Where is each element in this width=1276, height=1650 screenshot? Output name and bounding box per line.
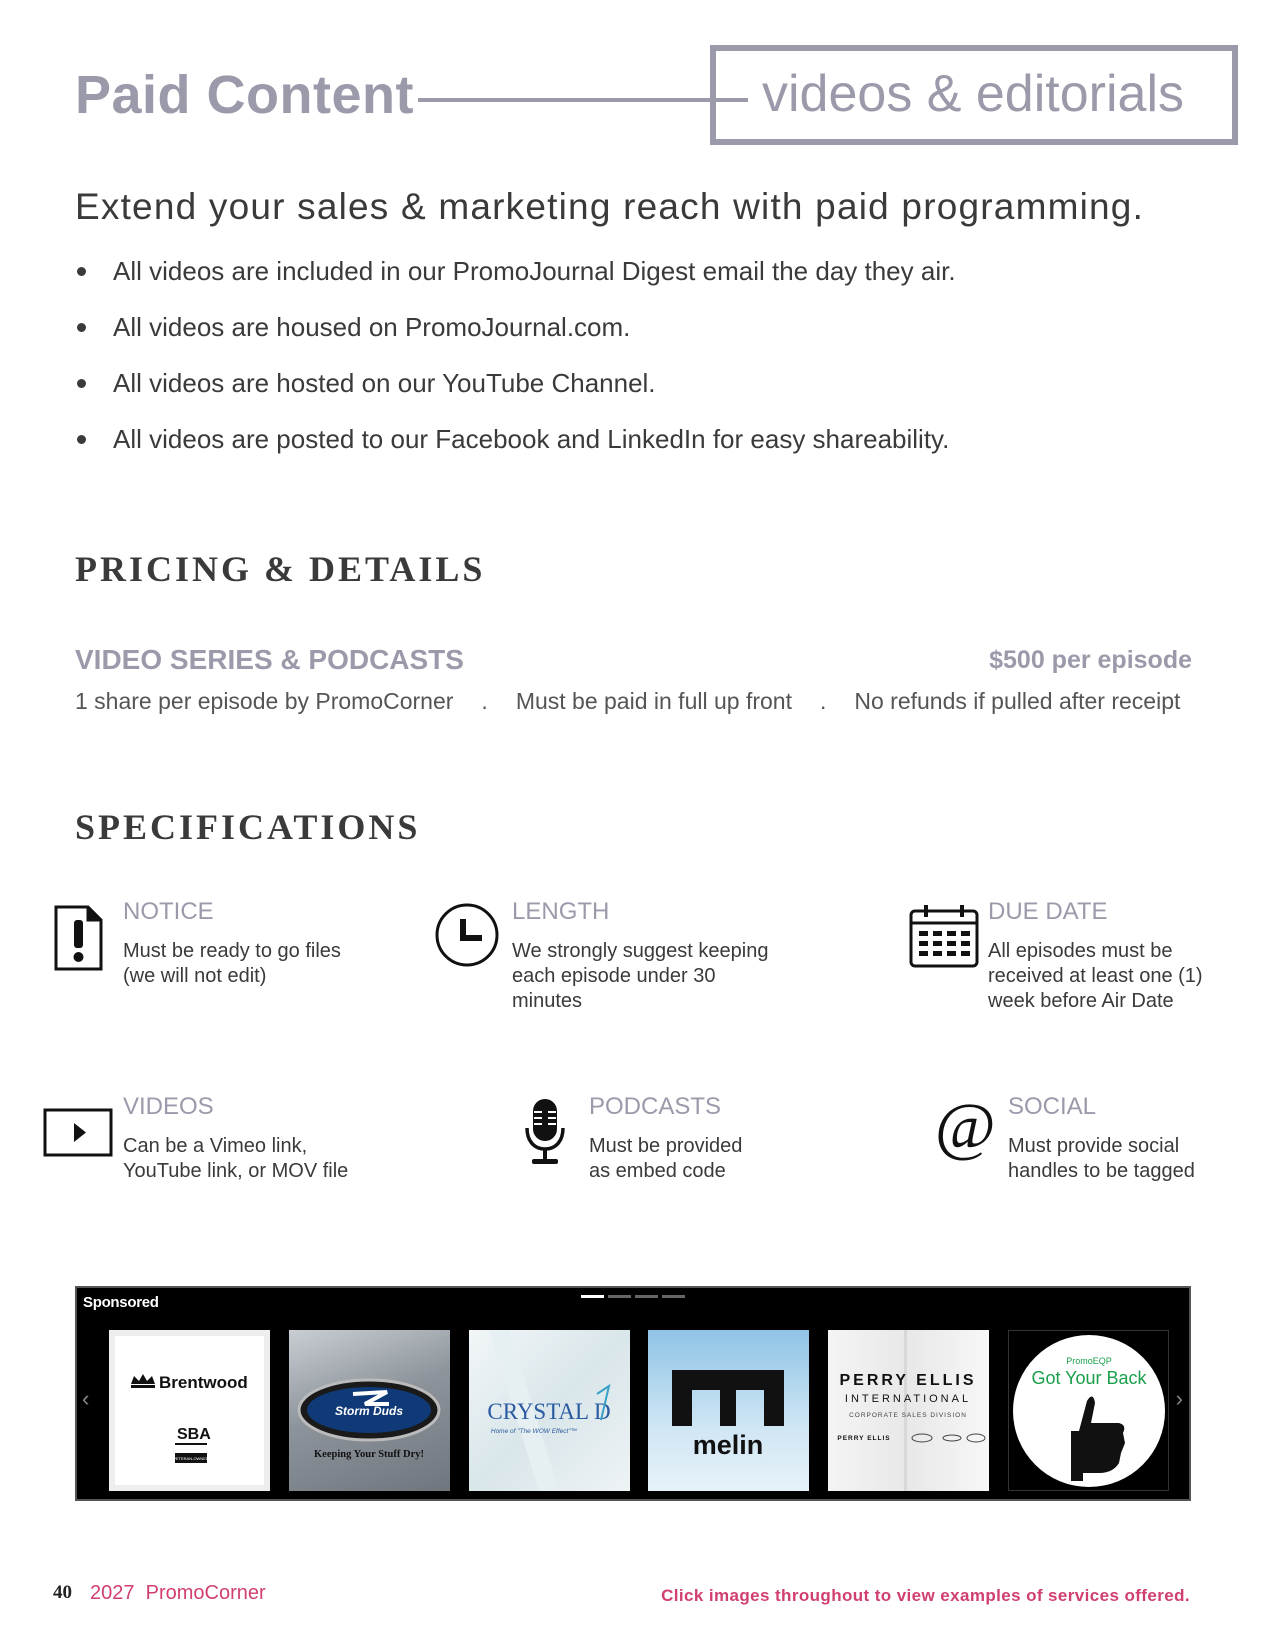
spec-text-notice: Must be ready to go files (we will not edit) bbox=[123, 940, 341, 987]
sponsored-label: Sponsored bbox=[83, 1294, 159, 1311]
footer-note: Click images throughout to view examples of services offered. bbox=[661, 1586, 1190, 1605]
tile-line4: PERRY ELLIS bbox=[837, 1435, 891, 1442]
pricing-heading: PRICING & DETAILS bbox=[75, 549, 486, 589]
spec-title-notice: NOTICE bbox=[123, 898, 214, 925]
title-connector-line bbox=[418, 98, 748, 102]
page-number: 40 bbox=[53, 1582, 72, 1603]
sponsor-tile-perry-ellis[interactable] bbox=[828, 1330, 989, 1491]
intro-lead: Extend your sales & marketing reach with paid programming. bbox=[75, 186, 1145, 227]
melin-logo bbox=[648, 1330, 809, 1491]
at-sign-icon bbox=[932, 1096, 998, 1162]
spec-title-length: LENGTH bbox=[512, 898, 610, 925]
sponsor-tile-melin[interactable] bbox=[648, 1330, 809, 1491]
pricing-separator: . bbox=[819, 688, 827, 714]
spec-text-podcasts: Must be provided as embed code bbox=[589, 1135, 743, 1182]
spec-title-videos: VIDEOS bbox=[123, 1093, 214, 1120]
tile-brand: CRYSTAL D bbox=[487, 1399, 611, 1424]
tile-badge: VETERAN-OWNED bbox=[173, 1456, 209, 1461]
spec-title-due-date: DUE DATE bbox=[988, 898, 1108, 925]
spec-text-due-date: All episodes must be received at least one (1) week before Air Date bbox=[988, 940, 1203, 1012]
tile-sub: SBA bbox=[177, 1426, 211, 1443]
pricing-item-price: $500 per episode bbox=[989, 646, 1192, 674]
pricing-detail: No refunds if pulled after receipt bbox=[854, 688, 1181, 714]
promoeqp-logo bbox=[1009, 1331, 1169, 1491]
carousel-dot[interactable] bbox=[608, 1295, 631, 1298]
carousel-prev-arrow-icon[interactable]: ‹ bbox=[82, 1386, 90, 1411]
sponsor-tile-storm-duds[interactable] bbox=[289, 1330, 450, 1491]
pricing-separator: . bbox=[481, 688, 488, 714]
bullet-item: All videos are housed on PromoJournal.com. bbox=[75, 311, 956, 367]
page-subtitle: videos & editorials bbox=[762, 65, 1184, 123]
carousel-dot[interactable] bbox=[581, 1295, 604, 1298]
tile-brand: Brentwood bbox=[159, 1373, 248, 1392]
bullet-dot bbox=[77, 323, 86, 332]
tile-tagline: Got Your Back bbox=[1031, 1368, 1147, 1388]
tile-tagline: Home of "The WOW Effect"™ bbox=[490, 1428, 578, 1435]
sponsor-tile-crystal-d[interactable] bbox=[469, 1330, 630, 1491]
spec-text-videos: Can be a Vimeo link, YouTube link, or MOV file bbox=[123, 1135, 349, 1182]
brentwood-logo bbox=[115, 1336, 264, 1485]
bullet-item: All videos are posted to our Facebook and LinkedIn for easy shareability. bbox=[75, 423, 956, 479]
bullet-dot bbox=[77, 435, 86, 444]
bullet-dot bbox=[77, 267, 86, 276]
svg-text:@: @ bbox=[934, 1096, 996, 1162]
specifications-heading: SPECIFICATIONS bbox=[75, 807, 421, 847]
bullet-item: All videos are hosted on our YouTube Channel. bbox=[75, 367, 956, 423]
pricing-detail: Must be paid in full up front bbox=[515, 688, 792, 714]
intro-bullets bbox=[75, 255, 956, 479]
crystal-d-logo bbox=[469, 1330, 630, 1491]
sponsor-tile-brentwood[interactable] bbox=[109, 1330, 270, 1491]
bullet-dot bbox=[77, 379, 86, 388]
carousel-dot[interactable] bbox=[635, 1295, 658, 1298]
carousel-dot[interactable] bbox=[662, 1295, 685, 1298]
carousel-pagination[interactable] bbox=[581, 1295, 685, 1298]
clock-icon bbox=[434, 902, 500, 968]
title-connector-tick bbox=[710, 98, 748, 102]
tile-brand: PromoEQP bbox=[1066, 1356, 1112, 1366]
pricing-details bbox=[75, 688, 1180, 715]
footer-brand: 2027 PromoCorner bbox=[90, 1582, 266, 1604]
tile-brand: melin bbox=[692, 1430, 764, 1460]
sponsored-carousel[interactable] bbox=[75, 1286, 1191, 1501]
page-title: Paid Content bbox=[75, 65, 414, 125]
perry-ellis-logo bbox=[828, 1330, 989, 1491]
storm-duds-logo bbox=[289, 1330, 450, 1491]
tile-brand: PERRY ELLIS bbox=[839, 1372, 977, 1389]
tile-brand: Storm Duds bbox=[334, 1404, 404, 1418]
bullet-item: All videos are included in our PromoJournal Digest email the day they air. bbox=[75, 255, 956, 311]
microphone-icon bbox=[524, 1098, 566, 1166]
tile-line3: CORPORATE SALES DIVISION bbox=[849, 1412, 967, 1419]
pricing-item-title: VIDEO SERIES & PODCASTS bbox=[75, 644, 464, 675]
carousel-next-arrow-icon[interactable]: › bbox=[1175, 1386, 1183, 1411]
spec-text-social: Must provide social handles to be tagged bbox=[1008, 1135, 1195, 1182]
notice-file-icon bbox=[54, 905, 104, 971]
tile-tagline: Keeping Your Stuff Dry! bbox=[314, 1449, 424, 1460]
pricing-detail: 1 share per episode by PromoCorner bbox=[75, 688, 454, 714]
spec-title-social: SOCIAL bbox=[1008, 1093, 1097, 1120]
calendar-icon bbox=[909, 904, 979, 968]
play-icon bbox=[43, 1108, 113, 1158]
spec-title-podcasts: PODCASTS bbox=[589, 1093, 722, 1120]
tile-line2: INTERNATIONAL bbox=[844, 1393, 972, 1405]
sponsor-tile-promoeqp[interactable] bbox=[1008, 1330, 1169, 1491]
spec-text-length: We strongly suggest keeping each episode under 30 minutes bbox=[512, 940, 769, 1012]
